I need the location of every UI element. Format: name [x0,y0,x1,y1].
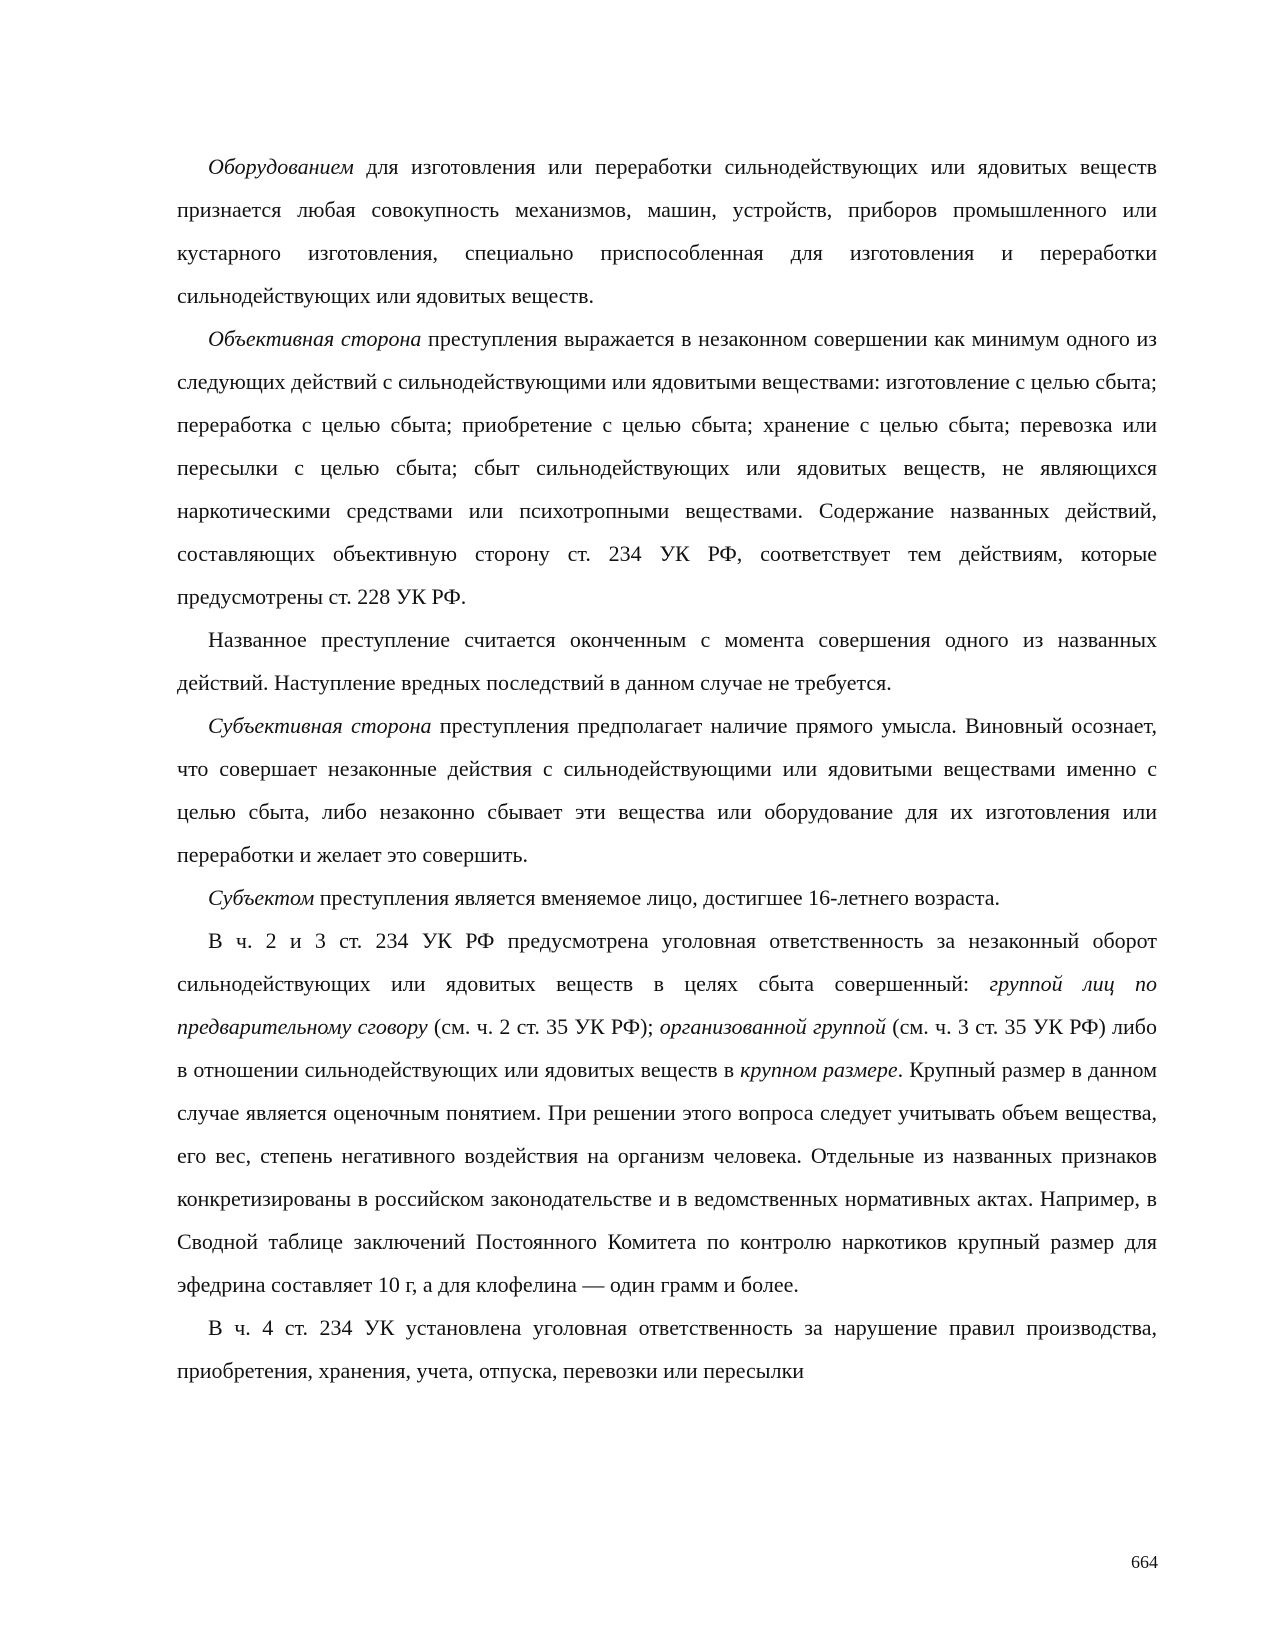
page-number: 664 [1131,1552,1158,1572]
emphasized-term: Оборудованием [208,154,354,179]
emphasized-term: крупном размере [740,1057,898,1082]
paragraph [177,876,1157,919]
paragraph [177,704,1157,876]
body-text [177,145,1157,1392]
text-run: преступления является вменяемое лицо, достигшее 16-летнего возраста. [314,885,1000,910]
text-run: для изготовления или переработки сильнодействующих или ядовитых веществ признается любая совокупность механизмов, машин, устройств, приборов промышленного или кустарного изготовления, специально приспособленная для изготовления и переработки сильнодействующих или ядовитых веществ. [177,154,1157,308]
emphasized-term: Субъектом [208,885,315,910]
text-run: Названное преступление считается оконченным с момента совершения одного из названных действий. Наступление вредных последствий в данном случае не требуется. [177,627,1157,695]
emphasized-term: Объективная сторона [208,326,422,351]
text-run: преступления выражается в незаконном совершении как минимум одного из следующих действий с сильнодействующими или ядовитыми веществами: изготовление с целью сбыта; переработка с целью сбыта; приобретение с целью сбыта; хранение с целью сбыта; перевозка или пересылки с целью сбыта; сбыт сильнодействующих или ядовитых веществ, не являющихся наркотическими средствами или психотропными веществами. Содержание названных действий, составляющих объективную сторону ст. 234 УК РФ, соответствует тем действиям, которые предусмотрены ст. 228 УК РФ. [177,326,1158,609]
emphasized-term: организованной группой [659,1014,887,1039]
text-run: (см. ч. 2 ст. 35 УК РФ); [427,1014,660,1039]
paragraph [177,919,1157,1306]
emphasized-term: Субъективная сторона [208,713,432,738]
paragraph [177,1306,1157,1392]
paragraph [177,317,1157,618]
text-run: . Крупный размер в данном случае является оценочным понятием. При решении этого вопроса следует учитывать объем вещества, его вес, степень негативного воздействия на организм человека. Отдельные из названных признаков конкретизированы в российском законодательстве и в ведомственных нормативных актах. Например, в Сводной таблице заключений Постоянного Комитета по контролю наркотиков крупный размер для эфедрина составляет 10 г, а для клофелина — один грамм и более. [177,1057,1158,1297]
text-run: В ч. 4 ст. 234 УК установлена уголовная ответственность за нарушение правил производства, приобретения, хранения, учета, отпуска, перевозки или пересылки [177,1315,1157,1383]
text-run: В ч. 2 и 3 ст. 234 УК РФ предусмотрена уголовная ответственность за незаконный оборот сильнодействующих или ядовитых веществ в целях сбыта совершенный: [177,928,1157,996]
text-run: (см. ч. 3 ст. 35 УК РФ) либо в отношении сильнодействующих или ядовитых веществ в [177,1014,1157,1082]
paragraph [177,618,1157,704]
paragraph [177,145,1157,317]
text-run: преступления предполагает наличие прямого умысла. Виновный осознает, что совершает незаконные действия с сильнодействующими или ядовитыми веществами именно с целью сбыта, либо незаконно сбывает эти вещества или оборудование для их изготовления или переработки и желает это совершить. [177,713,1157,867]
emphasized-term: группой лиц по предварительному сговору [177,971,1157,1039]
